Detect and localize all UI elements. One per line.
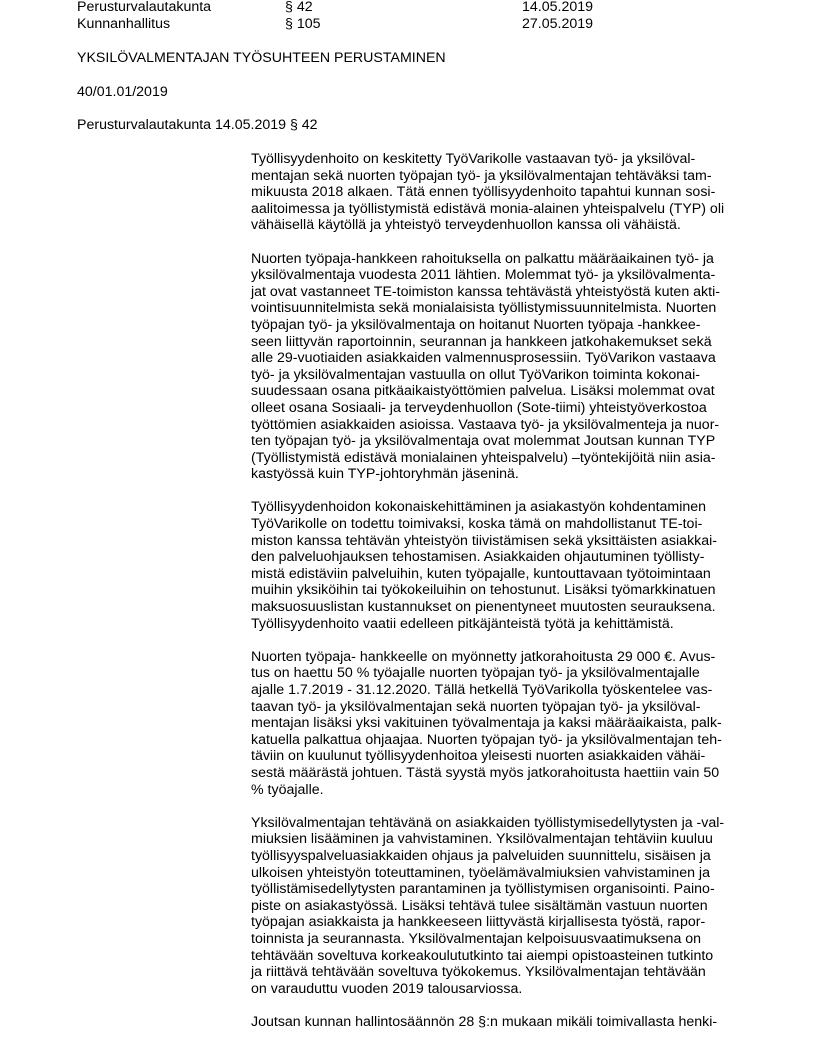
- paragraph: [251, 151, 741, 234]
- text-line: työttömien asiakkaiden asioissa. Vastaava työ- ja yksilövalmenteja ja nuor-: [251, 416, 720, 433]
- body-name: Perusturvalautakunta: [77, 0, 212, 15]
- paragraph: [251, 1014, 741, 1031]
- text-line: TyöVarikolle on todettu toimivaksi, koska tämä on mahdollistanut TE-toi-: [251, 516, 703, 533]
- text-line: vähäisellä käytöllä ja yhteistyö terveydenhuollon kanssa oli vähäistä.: [251, 217, 681, 234]
- text-line: muihin yksiköihin tai työkokeiluihin on tehostunut. Lisäksi työmarkkinatuen: [251, 582, 716, 599]
- text-line: mistä edistäviin palveluihin, kuten työpajalle, kuntouttavaan työtoimintaan: [251, 565, 711, 582]
- paragraph: [251, 499, 741, 632]
- meeting-reference: Perusturvalautakunta 14.05.2019 § 42: [77, 117, 318, 133]
- text-line: työ- ja yksilövalmentajan vastuulla on ollut TyöVarikon toiminta kokonai-: [251, 366, 700, 383]
- text-line: mentajan sekä nuorten työpajan työ- ja yksilövalmentajan tehtäväksi tam-: [251, 167, 712, 184]
- text-line: tus on haettu 50 % työajalle nuorten työpajan työ- ja yksilövalmentajalle: [251, 665, 700, 682]
- text-line: toinnista ja seurannasta. Yksilövalmentajan kelpoisuusvaatimuksena on: [251, 930, 702, 947]
- section-number: § 105: [285, 16, 321, 32]
- text-line: täviin on kuulunut työllisyydenhoitoa yleisesti nuorten asiakkaiden vähäi-: [251, 748, 706, 765]
- body-name: Kunnanhallitus: [77, 16, 171, 32]
- text-line: suudessaan osana pitkäaikaistyöttömien palvelua. Lisäksi molemmat ovat: [251, 383, 715, 400]
- text-line: työllistämisedellytysten parantaminen ja työllistymisen organisointi. Paino-: [251, 881, 715, 898]
- paragraph: [251, 815, 741, 998]
- text-line: piste on asiakastyössä. Lisäksi tehtävä tulee sisältämän vastuun nuorten: [251, 897, 708, 914]
- text-line: mentajan lisäksi yksi vakituinen työvalmentaja ja kaksi määräaikaista, palk-: [251, 715, 722, 732]
- text-line: katuella palkattua ohjaajaa. Nuorten työpajan työ- ja yksilövalmentajan teh-: [251, 731, 722, 748]
- paragraph: [251, 649, 741, 798]
- document-body: [251, 151, 741, 1047]
- text-line: Nuorten työpaja- hankkeelle on myönnetty jatkorahoitusta 29 000 €. Avus-: [251, 648, 716, 665]
- text-line: seen liittyvän raportoinnin, seurannan ja hankkeen jatkohakemukset sekä: [251, 333, 712, 350]
- text-line: aalitoimessa ja työllistymistä edistävä monia-alainen yhteispalvelu (TYP) oli: [251, 200, 725, 217]
- text-line: Nuorten työpaja-hankkeen rahoituksella on palkattu määräaikainen työ- ja: [251, 250, 714, 267]
- text-line: ulkoisen yhteistyön toteuttaminen, työelämävalmiuksien vahvistaminen ja: [251, 864, 710, 881]
- text-line: työllisyyspalveluasiakkaiden ohjaus ja palveluiden suunnittelu, sisäisen ja: [251, 847, 711, 864]
- section-number: § 42: [285, 0, 313, 15]
- meeting-date: 14.05.2019: [522, 0, 594, 15]
- record-number: 40/01.01/2019: [77, 84, 168, 100]
- text-line: vointisuunnitelmista sekä monialaisista työllistymissuunnitelmista. Nuorten: [251, 300, 717, 317]
- text-line: miston kanssa tehtävän yhteistyön tiivistämisen sekä yksittäisten asiakkai-: [251, 532, 718, 549]
- text-line: jat ovat vastanneet TE-toimiston kanssa tehtävästä yhteistyöstä kuten akti-: [251, 283, 720, 300]
- text-line: Yksilövalmentajan tehtävänä on asiakkaiden työllistymisedellytysten ja -val-: [251, 814, 725, 831]
- text-line: tehtävään soveltuva korkeakoulututkinto tai aiempi opistoasteinen tutkinto: [251, 947, 714, 964]
- text-line: ajalle 1.7.2019 - 31.12.2020. Tällä hetkellä TyöVarikolla työskentelee vas-: [251, 682, 713, 698]
- meeting-date: 27.05.2019: [522, 16, 594, 32]
- text-line: Joutsan kunnan hallintosäännön 28 §:n mukaan mikäli toimivallasta henki-: [251, 1013, 718, 1030]
- text-line: den palveluohjauksen tehostamisen. Asiakkaiden ohjautuminen työllisty-: [251, 549, 705, 566]
- text-line: ten työpajan työ- ja yksilövalmentaja ovat molemmat Joutsan kunnan TYP: [251, 433, 716, 450]
- text-line: miuksien lisääminen ja vahvistaminen. Yksilövalmentajan tehtäviin kuuluu: [251, 831, 713, 848]
- text-line: (Työllistymistä edistävä monialainen yhteispalvelu) –työntekijöitä niin asia-: [251, 449, 716, 466]
- text-line: % työajalle.: [251, 781, 324, 798]
- text-line: ja riittävä tehtävään soveltuva työkokemus. Yksilövalmentajan tehtävään: [251, 964, 706, 981]
- text-line: alle 29-vuotiaiden asiakkaiden valmennusprosessiin. TyöVarikon vastaava: [251, 350, 716, 367]
- paragraph: [251, 251, 741, 483]
- header-row-perusturvalautakunta: [77, 0, 637, 16]
- text-line: Työllisyydenhoito vaatii edelleen pitkäjänteistä työtä ja kehittämistä.: [251, 615, 674, 632]
- text-line: työpajan työ- ja yksilövalmentaja on hoitanut Nuorten työpaja -hankkee-: [251, 316, 701, 333]
- text-line: sestä määrästä johtuen. Tästä syystä myös jatkorahoitusta haettiin vain 50: [251, 764, 720, 781]
- document-title: YKSILÖVALMENTAJAN TYÖSUHTEEN PERUSTAMINEN: [77, 50, 446, 66]
- text-line: työpajan asiakkaista ja hankkeeseen liittyvästä kirjallisesta työstä, rapor-: [251, 914, 706, 931]
- text-line: taavan työ- ja yksilövalmentajan sekä nuorten työpajan työ- ja yksilöval-: [251, 698, 701, 715]
- text-line: Työllisyydenhoito on keskitetty TyöVarikolle vastaavan työ- ja yksilöval-: [251, 151, 696, 167]
- text-line: Työllisyydenhoidon kokonaiskehittäminen ja asiakastyön kohdentaminen: [251, 499, 707, 516]
- text-line: maksuosuuslistan kustannukset on pienentyneet muutosten seurauksena.: [251, 599, 716, 616]
- text-line: olleet osana Sosiaali- ja terveydenhuollon (Sote-tiimi) yhteistyöverkostoa: [251, 399, 707, 416]
- text-line: on varauduttu vuoden 2019 talousarviossa.: [251, 980, 523, 997]
- text-line: yksilövalmentaja vuodesta 2011 lähtien. Molemmat työ- ja yksilövalmenta-: [251, 267, 716, 284]
- text-line: kastyössä kuin TYP-johtoryhmän jäseninä.: [251, 466, 519, 483]
- text-line: mikuusta 2018 alkaen. Tätä ennen työllisyydenhoito tapahtui kunnan sosi-: [251, 184, 716, 201]
- header-row-kunnanhallitus: [77, 16, 637, 33]
